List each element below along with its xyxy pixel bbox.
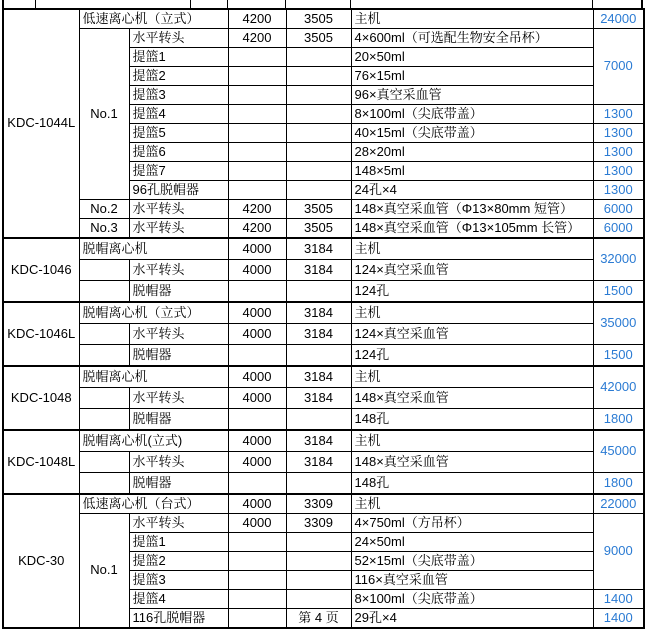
code-cell — [286, 533, 351, 552]
price-cell: 22000 — [593, 494, 644, 514]
price-cell: 1400 — [593, 609, 644, 629]
price-cell: 1800 — [593, 473, 644, 495]
speed-cell — [228, 345, 286, 367]
component-cell: 提篮3 — [129, 86, 228, 105]
spec-cell: 124×真空采血管 — [351, 260, 593, 281]
code-cell — [286, 67, 351, 86]
component-cell: 水平转头 — [129, 260, 228, 281]
rotor-no-cell — [79, 409, 129, 431]
table-row — [3, 260, 644, 281]
spec-cell: 124×真空采血管 — [351, 324, 593, 345]
code-cell: 3184 — [286, 366, 351, 388]
component-cell: 提篮2 — [129, 552, 228, 571]
component-cell: 低速离心机（台式） — [79, 494, 228, 514]
speed-cell — [228, 48, 286, 67]
rotor-no-cell: No.1 — [79, 514, 129, 629]
component-cell: 96孔脱帽器 — [129, 181, 228, 200]
component-cell: 提篮7 — [129, 162, 228, 181]
code-cell — [286, 143, 351, 162]
component-cell: 水平转头 — [129, 452, 228, 473]
table-row — [3, 324, 644, 345]
spec-cell: 148×5ml — [351, 162, 593, 181]
table-row — [3, 409, 644, 431]
speed-cell: 4000 — [228, 302, 286, 324]
model-cell: KDC-1044L — [3, 9, 79, 238]
price-cell: 32000 — [593, 238, 644, 281]
speed-cell — [228, 67, 286, 86]
price-cell: 42000 — [593, 366, 644, 409]
code-cell — [286, 48, 351, 67]
speed-cell: 4000 — [228, 388, 286, 409]
code-cell: 3184 — [286, 452, 351, 473]
code-cell — [286, 124, 351, 143]
code-cell — [286, 409, 351, 431]
spec-cell: 29孔×4 — [351, 609, 593, 629]
speed-cell: 4000 — [228, 514, 286, 533]
component-cell: 脱帽器 — [129, 345, 228, 367]
spec-cell: 主机 — [351, 302, 593, 324]
component-cell: 提篮1 — [129, 533, 228, 552]
table-row — [3, 200, 644, 219]
model-cell: KDC-1046 — [3, 238, 79, 302]
price-cell: 1500 — [593, 281, 644, 303]
table-row — [3, 345, 644, 367]
speed-cell: 4000 — [228, 366, 286, 388]
code-cell: 3309 — [286, 514, 351, 533]
speed-cell: 4200 — [228, 9, 286, 29]
speed-cell: 4000 — [228, 494, 286, 514]
component-cell: 脱帽器 — [129, 409, 228, 431]
table-row — [3, 302, 644, 324]
component-cell: 脱帽离心机（立式） — [79, 302, 228, 324]
price-cell: 1400 — [593, 590, 644, 609]
code-cell — [286, 473, 351, 495]
speed-cell — [228, 609, 286, 629]
price-cell: 6000 — [593, 200, 644, 219]
table-row — [3, 514, 644, 533]
speed-cell — [228, 143, 286, 162]
component-cell: 提篮6 — [129, 143, 228, 162]
speed-cell — [228, 590, 286, 609]
page-number: 第 4 页 — [286, 609, 351, 629]
code-cell — [286, 590, 351, 609]
rotor-no-cell — [79, 473, 129, 495]
code-cell: 3505 — [286, 200, 351, 219]
code-cell — [286, 345, 351, 367]
spec-cell: 40×15ml（尖底带盖） — [351, 124, 593, 143]
code-cell: 3184 — [286, 430, 351, 452]
speed-cell: 4200 — [228, 219, 286, 239]
spec-cell: 主机 — [351, 494, 593, 514]
table-row — [3, 473, 644, 495]
price-cell: 45000 — [593, 430, 644, 473]
component-cell: 提篮5 — [129, 124, 228, 143]
table-row — [3, 452, 644, 473]
component-cell: 提篮4 — [129, 105, 228, 124]
price-cell: 1300 — [593, 105, 644, 124]
code-cell: 3505 — [286, 29, 351, 48]
price-table — [2, 8, 645, 629]
spec-cell: 主机 — [351, 9, 593, 29]
code-cell: 3184 — [286, 260, 351, 281]
table-row — [3, 388, 644, 409]
model-cell: KDC-1048 — [3, 366, 79, 430]
component-cell: 116孔脱帽器 — [129, 609, 228, 629]
table-row — [3, 430, 644, 452]
spec-cell: 24孔×4 — [351, 181, 593, 200]
code-cell: 3184 — [286, 324, 351, 345]
component-cell: 水平转头 — [129, 29, 228, 48]
price-cell: 7000 — [593, 29, 644, 105]
spec-cell: 主机 — [351, 366, 593, 388]
price-cell: 1300 — [593, 162, 644, 181]
spec-cell: 148孔 — [351, 409, 593, 431]
spec-cell: 20×50ml — [351, 48, 593, 67]
spec-cell: 52×15ml（尖底带盖） — [351, 552, 593, 571]
speed-cell — [228, 409, 286, 431]
code-cell — [286, 162, 351, 181]
speed-cell — [228, 571, 286, 590]
model-cell: KDC-30 — [3, 494, 79, 628]
rotor-no-cell — [79, 388, 129, 409]
code-cell — [286, 281, 351, 303]
speed-cell — [228, 124, 286, 143]
rotor-no-cell — [79, 452, 129, 473]
code-cell: 3184 — [286, 302, 351, 324]
spec-cell: 28×20ml — [351, 143, 593, 162]
spec-cell: 124孔 — [351, 345, 593, 367]
speed-cell — [228, 162, 286, 181]
component-cell: 提篮2 — [129, 67, 228, 86]
spec-cell: 主机 — [351, 238, 593, 260]
price-cell: 9000 — [593, 514, 644, 590]
price-cell: 1300 — [593, 181, 644, 200]
component-cell: 脱帽器 — [129, 473, 228, 495]
price-cell: 24000 — [593, 9, 644, 29]
component-cell: 脱帽离心机(立式) — [79, 430, 228, 452]
component-cell: 脱帽离心机 — [79, 366, 228, 388]
spec-cell: 8×100ml（尖底带盖） — [351, 105, 593, 124]
speed-cell — [228, 281, 286, 303]
price-cell: 35000 — [593, 302, 644, 345]
rotor-no-cell — [79, 260, 129, 281]
speed-cell — [228, 181, 286, 200]
table-row — [3, 494, 644, 514]
spec-cell: 4×600ml（可选配生物安全吊杯） — [351, 29, 593, 48]
table-row — [3, 366, 644, 388]
speed-cell — [228, 473, 286, 495]
component-cell: 脱帽离心机 — [79, 238, 228, 260]
table-row — [3, 281, 644, 303]
rotor-no-cell: No.2 — [79, 200, 129, 219]
rotor-no-cell — [79, 345, 129, 367]
component-cell: 水平转头 — [129, 324, 228, 345]
speed-cell — [228, 105, 286, 124]
spec-cell: 24×50ml — [351, 533, 593, 552]
spec-cell: 96×真空采血管 — [351, 86, 593, 105]
spec-cell: 主机 — [351, 430, 593, 452]
table-row — [3, 29, 644, 48]
component-cell: 低速离心机（立式） — [79, 9, 228, 29]
model-cell: KDC-1048L — [3, 430, 79, 494]
spec-cell: 76×15ml — [351, 67, 593, 86]
table-row — [3, 238, 644, 260]
component-cell: 水平转头 — [129, 200, 228, 219]
spec-cell: 148×真空采血管（Φ13×80mm 短管） — [351, 200, 593, 219]
speed-cell: 4200 — [228, 29, 286, 48]
code-cell: 3505 — [286, 9, 351, 29]
component-cell: 提篮1 — [129, 48, 228, 67]
speed-cell: 4000 — [228, 430, 286, 452]
speed-cell — [228, 533, 286, 552]
speed-cell: 4000 — [228, 260, 286, 281]
component-cell: 提篮3 — [129, 571, 228, 590]
component-cell: 水平转头 — [129, 514, 228, 533]
spec-cell: 116×真空采血管 — [351, 571, 593, 590]
rotor-no-cell — [79, 324, 129, 345]
spec-cell: 148×真空采血管 — [351, 388, 593, 409]
price-cell: 6000 — [593, 219, 644, 239]
price-cell: 1300 — [593, 124, 644, 143]
speed-cell: 4000 — [228, 238, 286, 260]
spec-cell: 148×真空采血管（Φ13×105mm 长管） — [351, 219, 593, 239]
component-cell: 提篮4 — [129, 590, 228, 609]
price-cell: 1800 — [593, 409, 644, 431]
code-cell — [286, 86, 351, 105]
code-cell: 3184 — [286, 388, 351, 409]
table-row — [3, 219, 644, 239]
component-cell: 水平转头 — [129, 219, 228, 239]
code-cell — [286, 181, 351, 200]
code-cell — [286, 552, 351, 571]
rotor-no-cell: No.1 — [79, 29, 129, 200]
code-cell: 3309 — [286, 494, 351, 514]
rotor-no-cell: No.3 — [79, 219, 129, 239]
spec-cell: 4×750ml（方吊杯） — [351, 514, 593, 533]
model-cell: KDC-1046L — [3, 302, 79, 366]
table-row — [3, 9, 644, 29]
speed-cell — [228, 552, 286, 571]
spec-cell: 148×真空采血管 — [351, 452, 593, 473]
speed-cell — [228, 86, 286, 105]
speed-cell: 4000 — [228, 452, 286, 473]
code-cell: 3505 — [286, 219, 351, 239]
spec-cell: 8×100ml（尖底带盖） — [351, 590, 593, 609]
component-cell: 脱帽器 — [129, 281, 228, 303]
component-cell: 水平转头 — [129, 388, 228, 409]
code-cell — [286, 105, 351, 124]
speed-cell: 4200 — [228, 200, 286, 219]
price-cell: 1300 — [593, 143, 644, 162]
speed-cell: 4000 — [228, 324, 286, 345]
rotor-no-cell — [79, 281, 129, 303]
code-cell — [286, 571, 351, 590]
spec-cell: 148孔 — [351, 473, 593, 495]
price-cell: 1500 — [593, 345, 644, 367]
code-cell: 3184 — [286, 238, 351, 260]
spec-cell: 124孔 — [351, 281, 593, 303]
